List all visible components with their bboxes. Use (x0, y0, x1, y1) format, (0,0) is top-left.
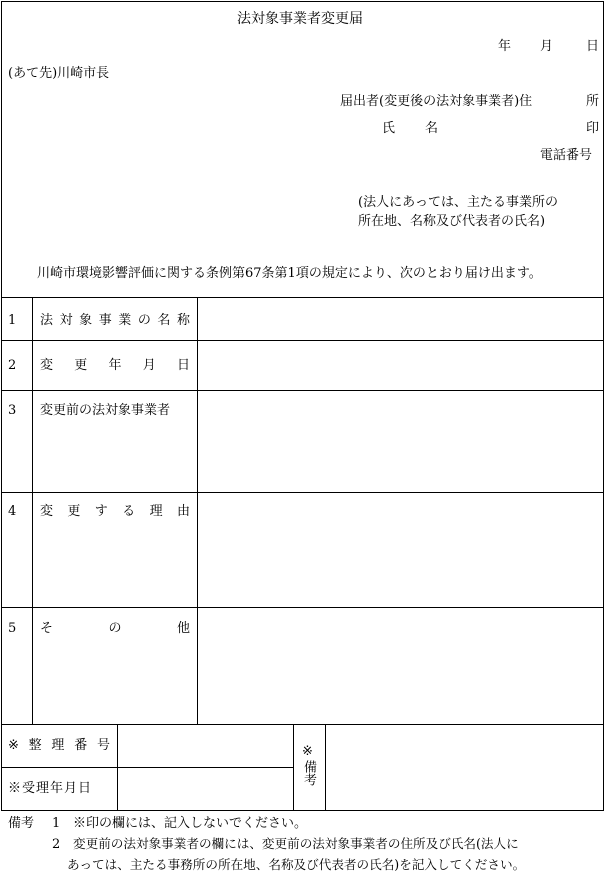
previous-operator-field[interactable] (205, 396, 598, 486)
label-char: 事 (98, 313, 112, 328)
address-label: 所 (586, 94, 600, 109)
other-field[interactable] (205, 613, 598, 718)
row-label-name (40, 314, 190, 327)
label-char: 番 (74, 738, 88, 753)
note-number: 1 (52, 816, 61, 831)
label-char: 更 (67, 504, 81, 519)
change-reason-field[interactable] (205, 498, 598, 601)
label-char: 年 (108, 358, 122, 373)
form-title: 法対象事業者変更届 (237, 11, 363, 27)
label-char: の (137, 313, 151, 328)
change-date-field[interactable] (205, 346, 598, 384)
label-char: そ (40, 621, 54, 636)
divider (117, 724, 118, 811)
label-char: 法 (40, 313, 54, 328)
divider (32, 297, 33, 724)
statement: 川崎市環境影響評価に関する条例第67条第1項の規定により、次のとおり届け出ます。 (37, 266, 542, 281)
divider (1, 607, 604, 608)
label-char: る (122, 504, 136, 519)
corp-note-line1: (法人にあっては、主たる事業所の (358, 195, 558, 210)
label-char: ※ (8, 738, 19, 753)
row-label-date (40, 359, 190, 372)
divider (197, 297, 198, 724)
divider (325, 724, 326, 811)
row-label-previous-operator: 変更前の法対象事業者 (40, 403, 171, 418)
label-char: 月 (142, 358, 156, 373)
received-date-label: ※受理年月日 (8, 781, 93, 796)
label-char: 日 (176, 358, 190, 373)
corp-note-line2: 所在地、名称及び代表者の氏名) (358, 214, 546, 229)
divider (1, 340, 604, 341)
notifier-label: 届出者(変更後の法対象事業者)住 (340, 94, 533, 109)
label-char: 象 (79, 313, 93, 328)
reference-number-label (8, 739, 110, 752)
addressee: (あて先)川崎市長 (8, 66, 110, 81)
label-char: の (108, 621, 122, 636)
divider (293, 724, 294, 811)
note-2-line2: あっては、主たる事務所の所在地、名称及び代表者の氏名)を記入してください。 (67, 857, 526, 872)
seal-mark: 印 (586, 121, 600, 136)
divider (1, 492, 604, 493)
label-char: 業 (118, 313, 132, 328)
note-number: 2 (52, 837, 61, 852)
name-label-2: 名 (425, 121, 439, 136)
row-number: 3 (8, 403, 17, 418)
label-char: 理 (149, 504, 163, 519)
name-label-1: 氏 (382, 121, 396, 136)
row-number: 5 (8, 621, 17, 636)
row-number: 2 (8, 358, 17, 373)
label-char: 変 (40, 358, 54, 373)
note-2-line1: 変更前の法対象事業者の欄には、変更前の法対象事業者の住所及び氏名(法人に (73, 836, 519, 851)
label-char: 名 (157, 313, 171, 328)
label-char: 由 (176, 504, 190, 519)
notes-heading: 備考 (8, 816, 35, 831)
row-label-other (40, 622, 190, 635)
divider (1, 724, 604, 725)
label-char: 号 (96, 738, 110, 753)
phone-label: 電話番号 (540, 148, 593, 163)
row-label-reason (40, 505, 190, 518)
label-char: 称 (176, 313, 190, 328)
label-char: 他 (176, 621, 190, 636)
note-1-text: ※印の欄には、記入しないでください。 (73, 816, 308, 831)
row-number: 4 (8, 504, 17, 519)
date-month: 月 (540, 39, 554, 54)
label-char: す (94, 504, 108, 519)
remarks-label: 備考 (301, 760, 316, 786)
date-day: 日 (586, 39, 600, 54)
label-char: 更 (74, 358, 88, 373)
date-year: 年 (498, 39, 512, 54)
remarks-mark: ※ (302, 744, 313, 759)
label-char: 変 (40, 504, 54, 519)
label-char: 整 (28, 738, 42, 753)
business-name-field[interactable] (205, 303, 598, 335)
divider (1, 297, 604, 298)
divider (1, 767, 293, 768)
label-char: 理 (51, 738, 65, 753)
divider (1, 390, 604, 391)
label-char: 対 (59, 313, 73, 328)
row-number: 1 (8, 313, 17, 328)
